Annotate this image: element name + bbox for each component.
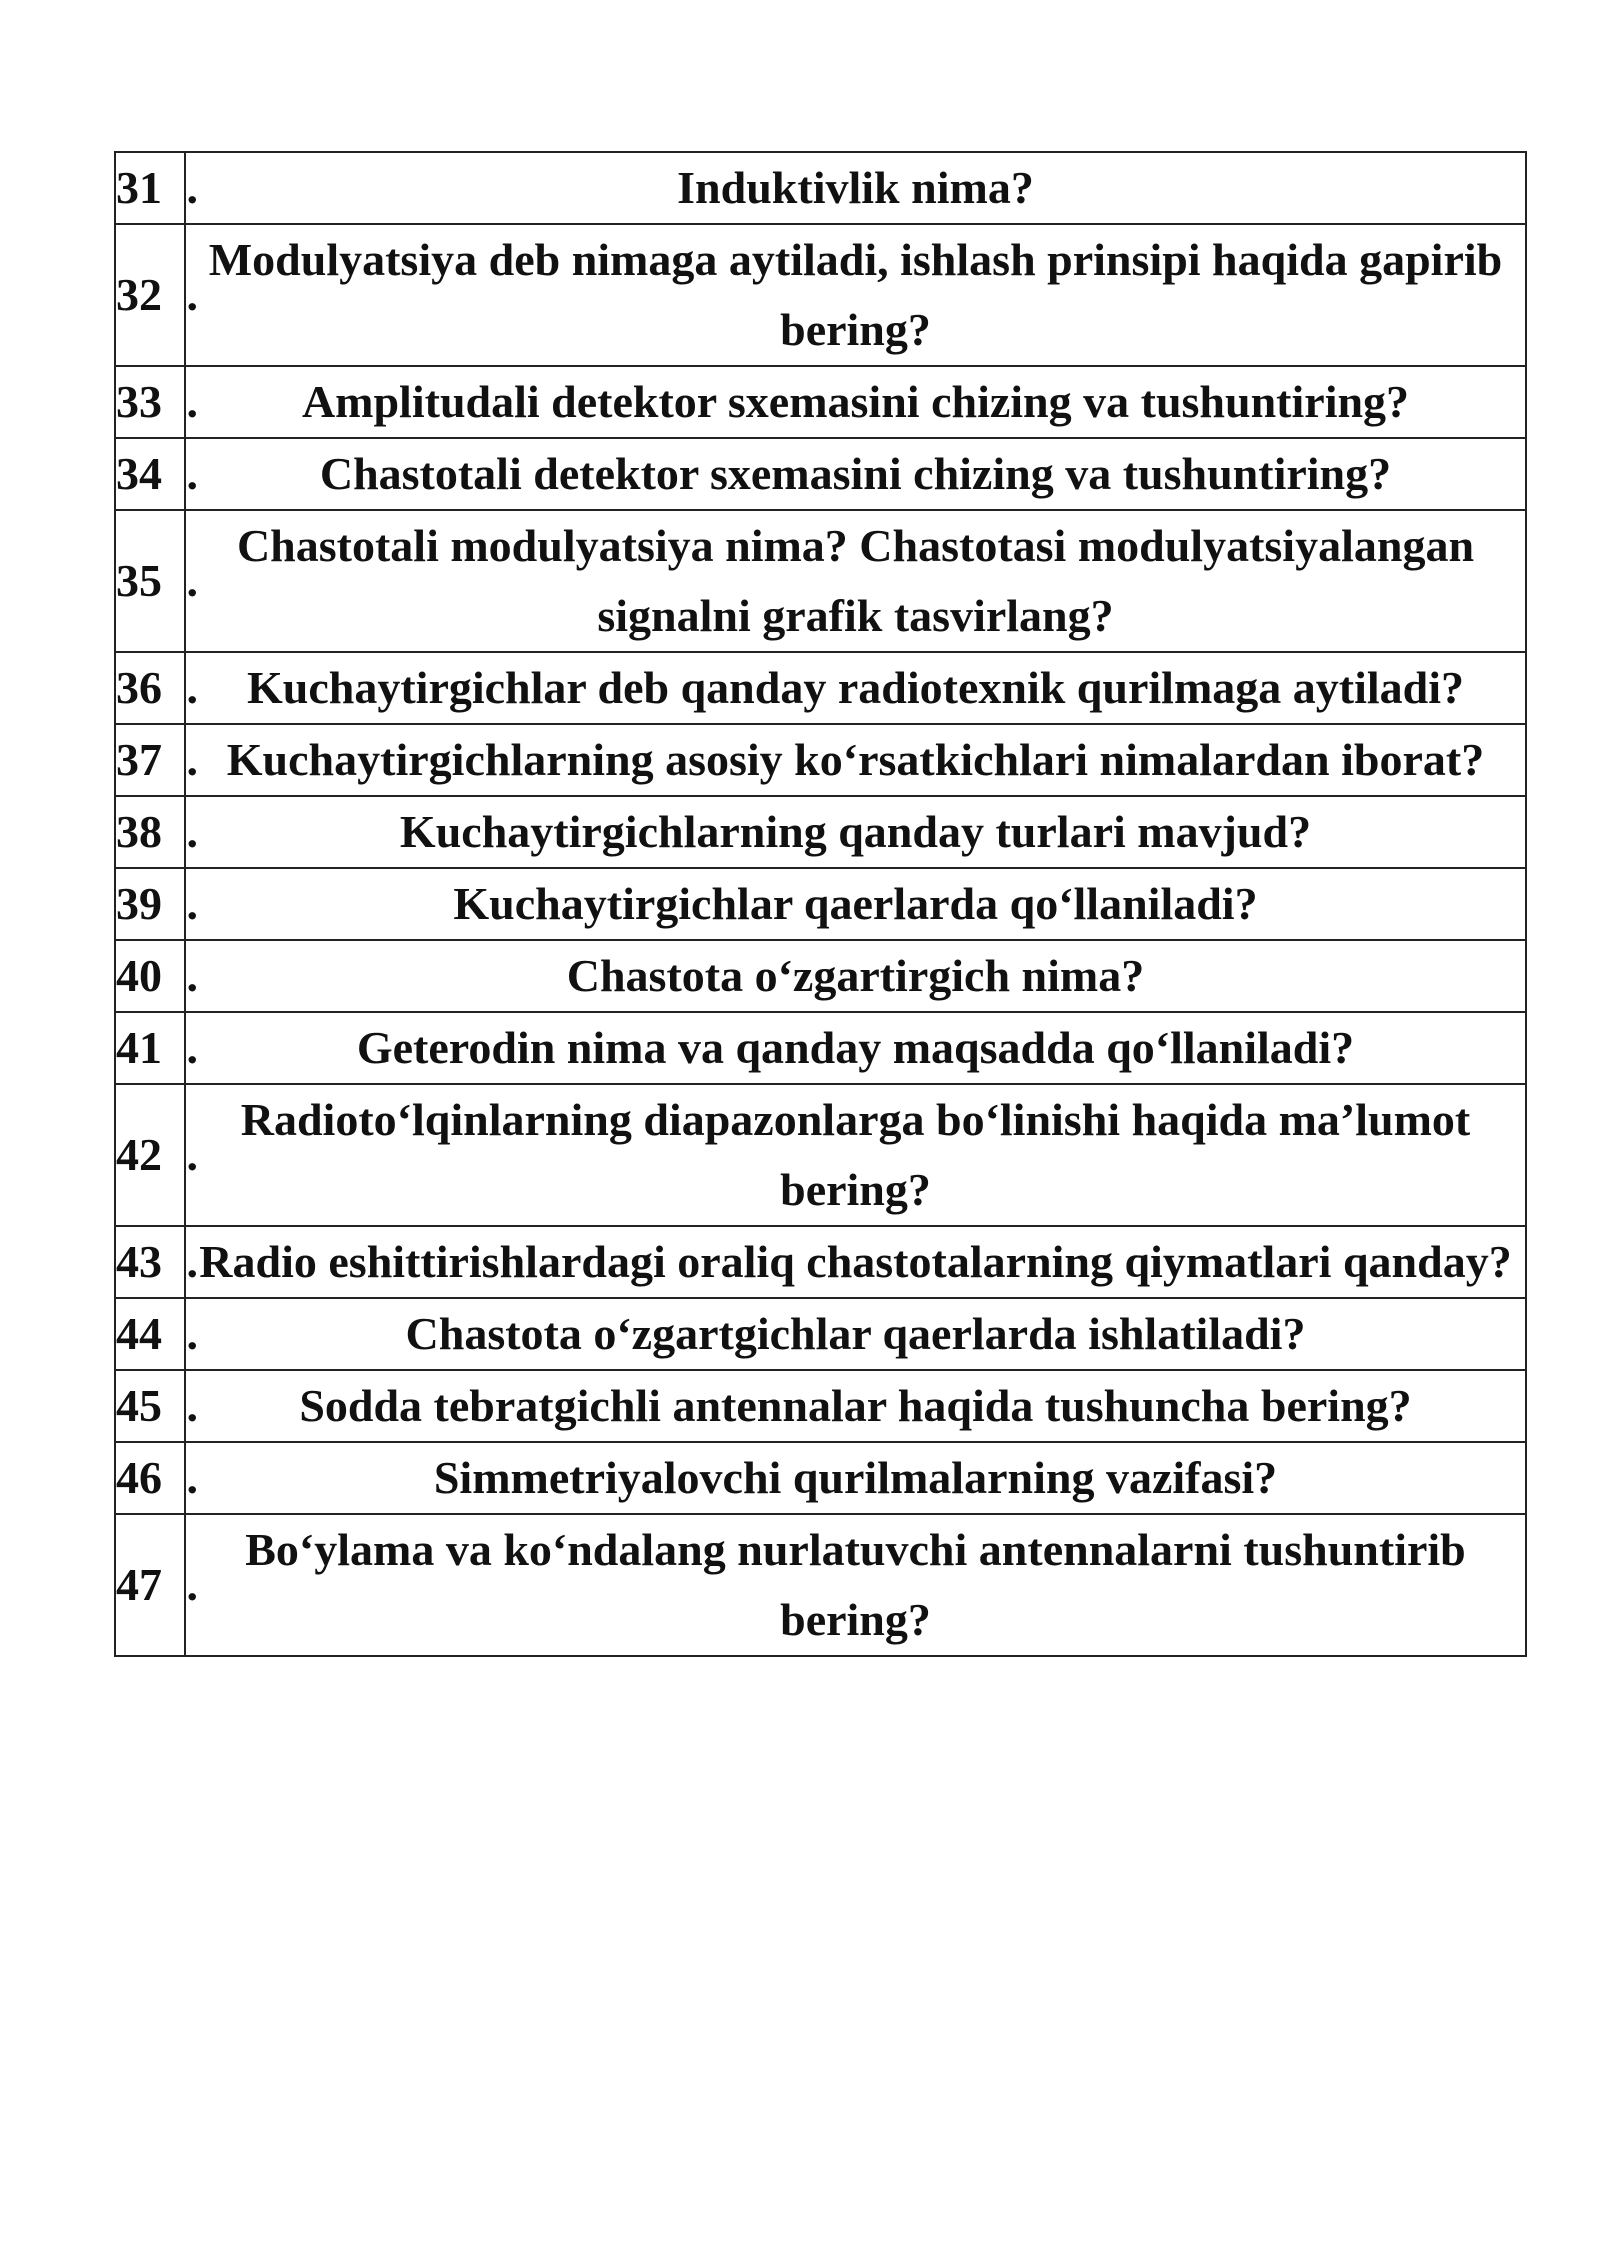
number-period: . [186,878,198,929]
question-row [115,652,1526,724]
question-number: 38 [116,806,162,857]
question-number: 45 [116,1380,162,1431]
number-period: . [186,555,198,606]
number-period: . [186,1236,198,1287]
number-period: . [186,806,198,857]
question-row [115,510,1526,652]
question-number-cell [115,1370,198,1442]
question-row [115,152,1526,224]
question-number-cell [115,724,198,796]
question-text: Simmetriyalovchi qurilmalarning vazifasi? [185,1442,1526,1514]
number-period: . [186,1380,198,1431]
question-text: Chastotali detektor sxemasini chizing va tushuntiring? [185,438,1526,510]
question-number-cell [115,796,198,868]
question-number: 33 [116,376,162,427]
question-number-cell [115,1012,198,1084]
question-number-cell [115,1084,198,1226]
question-text: Kuchaytirgichlarning qanday turlari mavjud? [185,796,1526,868]
question-number: 43 [116,1236,162,1287]
question-number-cell [115,652,198,724]
question-number-cell [115,1298,198,1370]
number-period: . [186,734,198,785]
question-number: 44 [116,1308,162,1359]
question-number: 41 [116,1022,162,1073]
question-row [115,1370,1526,1442]
question-row [115,1012,1526,1084]
question-text: Radio eshittirishlardagi oraliq chastotalarning qiymatlari qanday? [185,1226,1526,1298]
question-text: Chastotali modulyatsiya nima? Chastotasi modulyatsiyalangan signalni grafik tasvirlang? [185,510,1526,652]
number-period: . [186,162,198,213]
question-number-cell [115,366,198,438]
question-row [115,796,1526,868]
number-period: . [186,448,198,499]
number-period: . [186,376,198,427]
question-row [115,1514,1526,1656]
question-text: Radioto‘lqinlarning diapazonlarga bo‘linishi haqida ma’lumot bering? [185,1084,1526,1226]
question-number-cell [115,940,198,1012]
question-number: 35 [116,555,162,606]
question-row [115,940,1526,1012]
question-number-cell [115,1442,198,1514]
question-row [115,724,1526,796]
question-row [115,1298,1526,1370]
question-row [115,1226,1526,1298]
question-number: 37 [116,734,162,785]
question-row [115,224,1526,366]
question-text: Chastota o‘zgartgichlar qaerlarda ishlatiladi? [185,1298,1526,1370]
question-row [115,1084,1526,1226]
question-number: 40 [116,950,162,1001]
question-number-cell [115,1226,198,1298]
question-row [115,438,1526,510]
question-text: Kuchaytirgichlar qaerlarda qo‘llaniladi? [185,868,1526,940]
question-text: Induktivlik nima? [185,152,1526,224]
number-period: . [186,1129,198,1180]
number-period: . [186,1022,198,1073]
questions-table [114,151,1527,1657]
question-number: 34 [116,448,162,499]
number-period: . [186,1452,198,1503]
question-text: Kuchaytirgichlar deb qanday radiotexnik qurilmaga aytiladi? [185,652,1526,724]
question-number: 32 [116,269,162,320]
question-text: Chastota o‘zgartirgich nima? [185,940,1526,1012]
question-text: Modulyatsiya deb nimaga aytiladi, ishlash prinsipi haqida gapirib bering? [185,224,1526,366]
number-period: . [186,662,198,713]
number-period: . [186,1308,198,1359]
number-period: . [186,950,198,1001]
question-number-cell [115,510,198,652]
questions-table-body [115,152,1526,1656]
question-number: 42 [116,1129,162,1180]
number-period: . [186,1559,198,1610]
question-number: 39 [116,878,162,929]
question-number: 47 [116,1559,162,1610]
question-text: Amplitudali detektor sxemasini chizing va tushuntiring? [185,366,1526,438]
question-text: Bo‘ylama va ko‘ndalang nurlatuvchi antennalarni tushuntirib bering? [185,1514,1526,1656]
question-number-cell [115,1514,198,1656]
question-text: Sodda tebratgichli antennalar haqida tushuncha bering? [185,1370,1526,1442]
question-text: Kuchaytirgichlarning asosiy ko‘rsatkichlari nimalardan iborat? [185,724,1526,796]
question-number: 36 [116,662,162,713]
question-text: Geterodin nima va qanday maqsadda qo‘llaniladi? [185,1012,1526,1084]
question-number-cell [115,438,198,510]
question-number: 31 [116,162,162,213]
question-row [115,366,1526,438]
number-period: . [186,269,198,320]
question-number: 46 [116,1452,162,1503]
question-number-cell [115,224,198,366]
question-row [115,1442,1526,1514]
question-number-cell [115,152,198,224]
question-row [115,868,1526,940]
question-number-cell [115,868,198,940]
